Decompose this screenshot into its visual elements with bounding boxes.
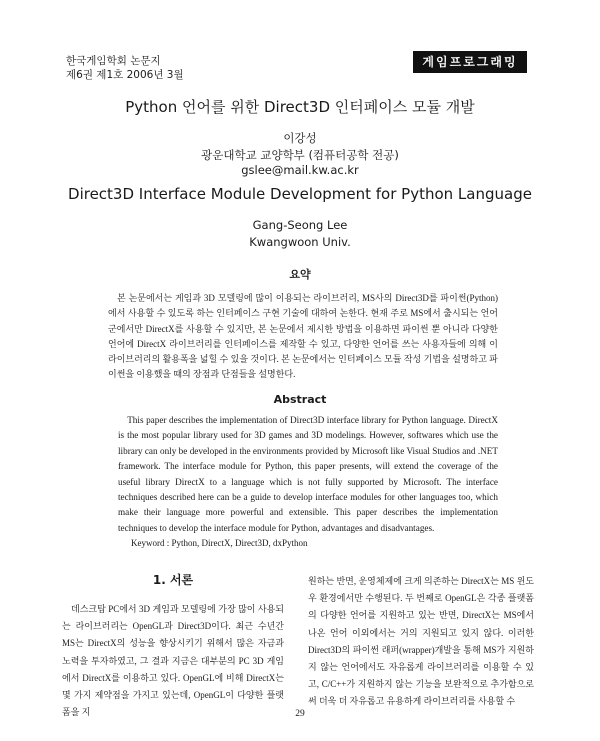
introduction-right-column: 원하는 반면, 운영체제에 크게 의존하는 DirectX는 MS 윈도우 환경에서만 수행된다. 두 번째로 OpenGL은 각종 플랫폼의 다양한 언어를 지원하고 있는 반면, DirectX는 MS에서 나온 언어 이외에서는 거의 지원되고 있지 않다. 이러한 Direct3D의 파이썬 래퍼(wrapper)개발을 통해 MS가 지원하지 않는 언어에서도 자유롭게 라이브러리를 이용할 수 있고, C/C++가 지원하지 않는 기능을 보완적으로 추가함으로써 더욱 더 자유롭고 유용하게 라이브러리를 사용할 수 (308, 576, 534, 707)
author-affiliation-english: Kwangwoon Univ. (249, 235, 351, 249)
journal-issue: 제6권 제1호 2006년 3월 (66, 69, 184, 81)
paper-title-english: Direct3D Interface Module Development for Python Language (68, 185, 532, 203)
abstract-korean-heading: 요약 (289, 268, 311, 281)
journal-info (66, 54, 184, 82)
author-affiliation-korean: 광운대학교 교양학부 (컴퓨터공학 전공) (201, 148, 399, 162)
author-email: gslee@mail.kw.ac.kr (241, 163, 359, 177)
author-name-english: Gang-Seong Lee (252, 218, 348, 232)
abstract-korean-body: 본 논문에서는 게임과 3D 모델링에 많이 이용되는 라이브러리, MS사의 Direct3D를 파이썬(Python)에서 사용할 수 있도록 하는 인터페이스 구현 기술에 대하여 논한다. 현재 주로 MS에서 출시되는 언어군에서만 DirectX를 사용할 수 있지만, 본 논문에서 제시한 방법을 이용하면 파이썬 뿐 아니라 다양한 언어에 DirectX 라이브러리를 인터페이스를 제작할 수 있고, 다양한 언어를 쓰는 사용자들에 의해 이 라이브러리의 활용폭을 넓힐 수 있을 것이다. 본 논문에서는 인터페이스 모듈 작성 기법을 설명하고 파이썬을 이용했을 때의 장점과 단점들을 설명한다. (108, 293, 498, 380)
section-heading-introduction: 1. 서론 (152, 573, 194, 587)
section-badge: 게임프로그래밍 (413, 51, 527, 73)
journal-name: 한국게임학회 논문지 (66, 55, 161, 67)
author-name-korean: 이강성 (283, 131, 317, 145)
abstract-english-body: This paper describes the implementation of Direct3D interface library for Python language. DirectX is the most popular library used for 3D games and 3D modelings. However, softwares which use the library can only be developed in the environments provided by Microsoft like Visual Studios and .NET framework. The interface module for Python, this paper presents, will extend the coverage of the useful library DirectX to a language which is not fully supported by Microsoft. The interface techniques described here can be a guide to develop interface modules for other languages too, which make their language more powerful and extensible. This paper describes the implementation techniques to develop the interface module for Python, advantages and disadvantages. (118, 415, 498, 533)
page-number: 29 (295, 709, 305, 719)
abstract-english-heading: Abstract (273, 393, 327, 406)
introduction-left-column: 데스크탑 PC에서 3D 게임과 모델링에 가장 많이 사용되는 라이브러리는 OpenGL과 Direct3D이다. 최근 수년간 MS는 DirectX의 성능을 향상시키기 위해서 많은 자금과 노력을 투자하였고, 그 결과 지금은 대부분의 PC 3D 게임에서 DirectX를 이용하고 있다. OpenGL에 비해 DirectX는 몇 가지 제약점을 가지고 있는데, OpenGL이 다양한 플랫폼을 지 (62, 604, 284, 718)
paper-title-korean: Python 언어를 위한 Direct3D 인터페이스 모듈 개발 (125, 98, 475, 116)
keywords: Keyword : Python, DirectX, Direct3D, dxPython (131, 538, 308, 548)
